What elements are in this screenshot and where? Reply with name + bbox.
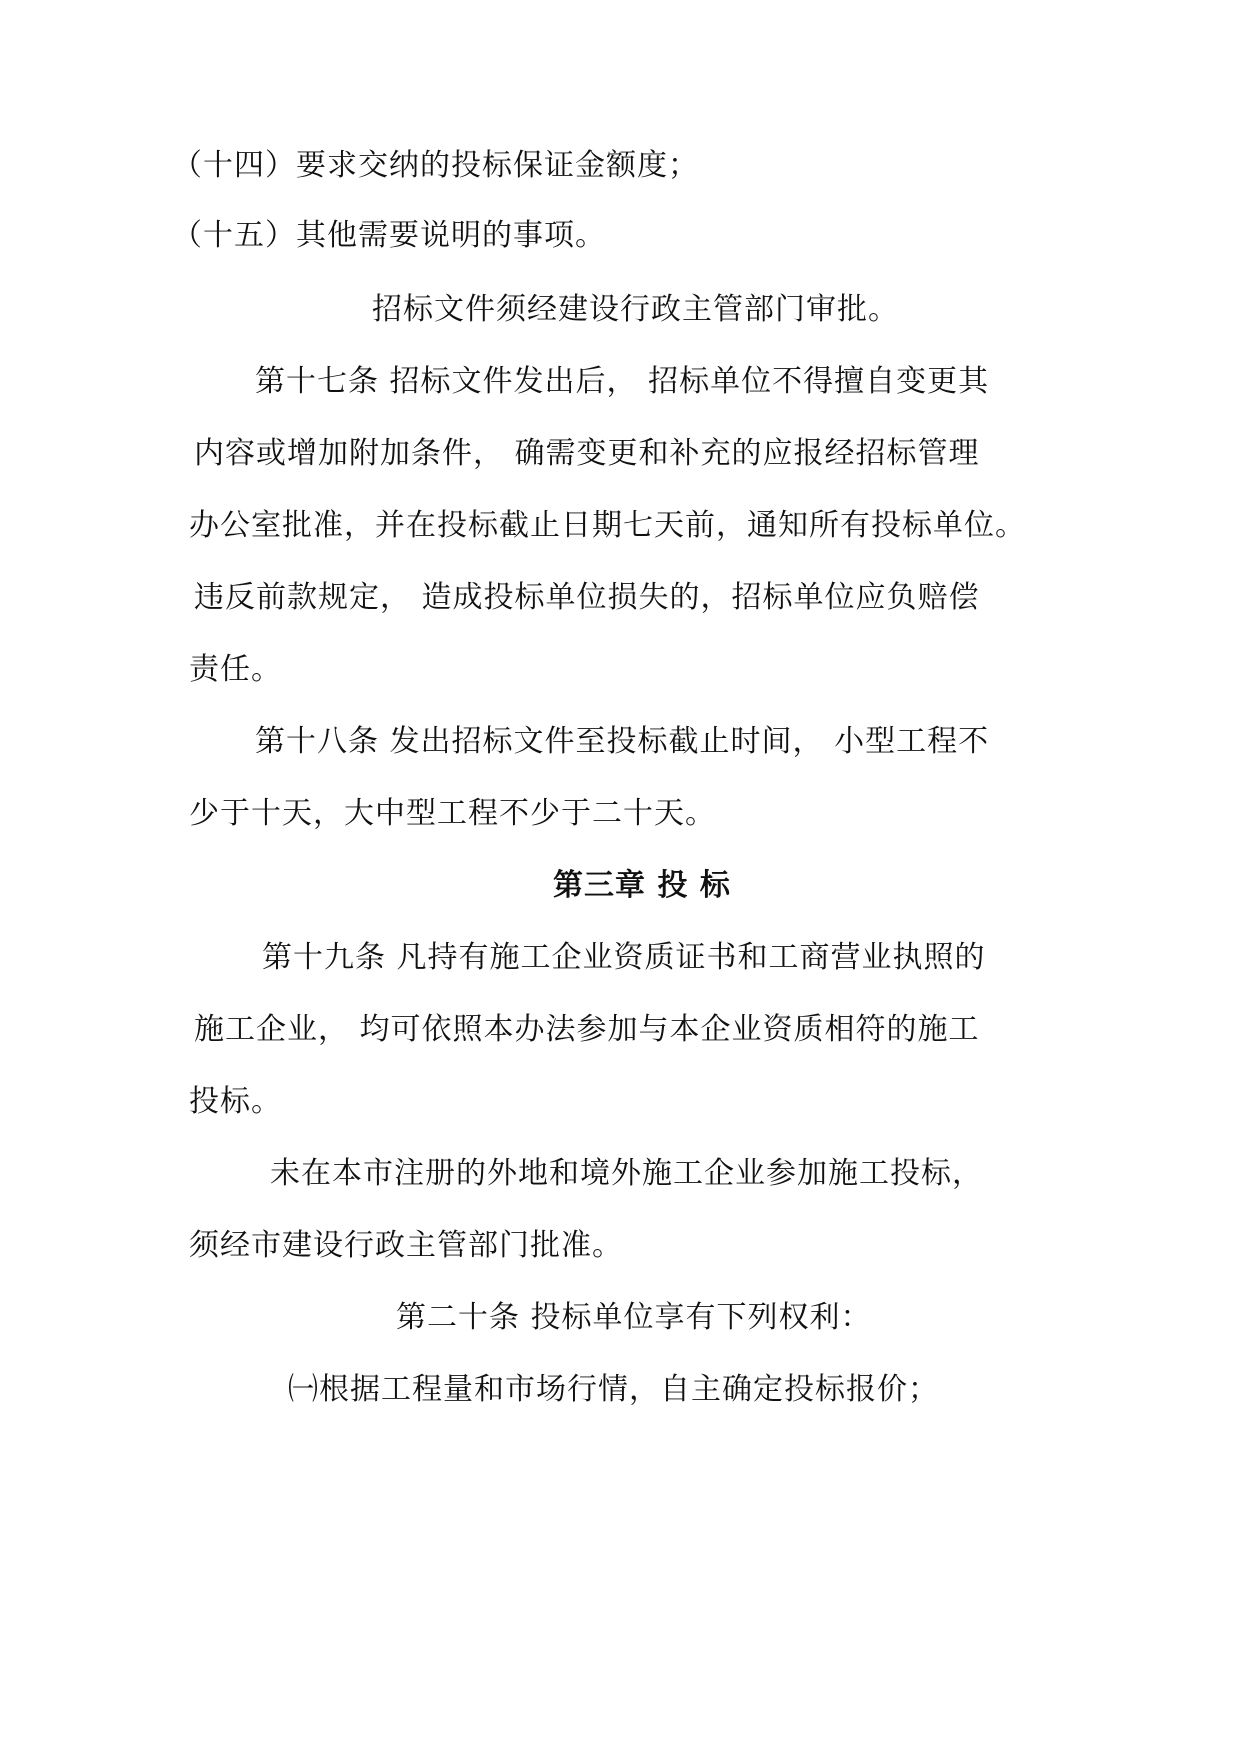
text-line-item-15: （十五）其他需要说明的事项。	[172, 218, 606, 253]
text-line-article-19-a: 第十九条 凡持有施工企业资质证书和工商营业执照的	[262, 940, 986, 975]
text-line-article-17-e: 责任。	[189, 652, 282, 687]
text-line-article-20: 第二十条 投标单位享有下列权利：	[396, 1300, 872, 1335]
text-line-article-19-b: 施工企业， 均可依照本办法参加与本企业资质相符的施工	[194, 1012, 980, 1047]
text-line-item-14: （十四）要求交纳的投标保证金额度；	[172, 148, 699, 183]
text-line-article-18-a: 第十八条 发出招标文件至投标截止时间， 小型工程不	[255, 724, 990, 759]
text-line-article-18-b: 少于十天，大中型工程不少于二十天。	[189, 796, 716, 831]
text-line-article-17-d: 违反前款规定， 造成投标单位损失的，招标单位应负赔偿	[194, 580, 980, 615]
chapter-heading: 第三章 投 标	[553, 868, 731, 903]
text-line-article-17-c: 办公室批准，并在投标截止日期七天前，通知所有投标单位。	[189, 508, 1026, 543]
text-line-article-17-b: 内容或增加附加条件， 确需变更和补充的应报经招标管理	[194, 436, 980, 471]
text-line-approval: 招标文件须经建设行政主管部门审批。	[372, 292, 899, 327]
text-line-article-19-d: 未在本市注册的外地和境外施工企业参加施工投标，	[270, 1156, 983, 1191]
text-line-right-1: ㈠根据工程量和市场行情，自主确定投标报价；	[288, 1372, 939, 1407]
text-line-article-19-e: 须经市建设行政主管部门批准。	[189, 1228, 623, 1263]
text-line-article-17-a: 第十七条 招标文件发出后， 招标单位不得擅自变更其	[255, 364, 990, 399]
text-line-article-19-c: 投标。	[189, 1084, 282, 1119]
